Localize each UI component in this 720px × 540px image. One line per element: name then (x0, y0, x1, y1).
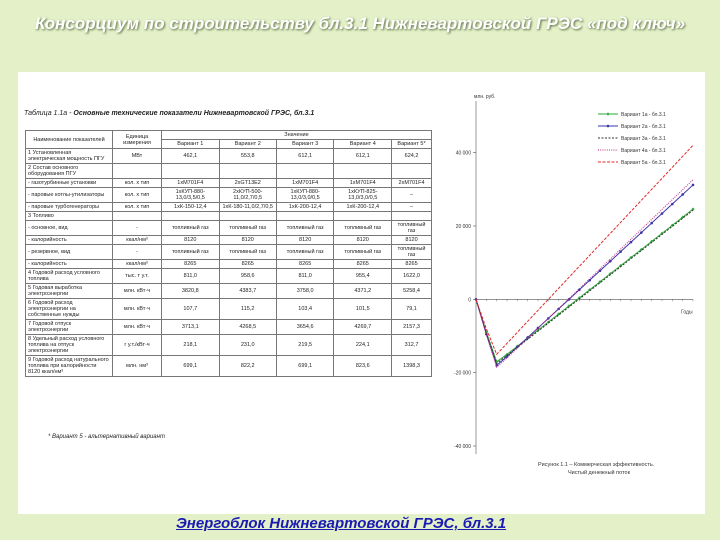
row-value: топливный газ (334, 221, 392, 236)
row-value (276, 164, 334, 179)
row-name: 3 Топливо (26, 212, 113, 221)
row-value: топливный газ (162, 245, 220, 260)
data-point (661, 212, 664, 215)
row-unit: - (113, 221, 162, 236)
variant-header: Вариант 1 (162, 140, 220, 149)
row-value: 1хКУП-825-13,0/3,0/0,5 (334, 188, 392, 203)
variant-header: Вариант 4 (334, 140, 392, 149)
row-value: топливный газ (392, 221, 432, 236)
row-value: 4269,7 (334, 320, 392, 335)
row-value (219, 164, 276, 179)
row-value: 823,6 (334, 356, 392, 377)
row-unit: тыс. т у.т. (113, 269, 162, 284)
row-value: 2хM701F4 (392, 179, 432, 188)
specs-table (25, 130, 432, 377)
data-point (681, 193, 684, 196)
row-value: 1хM701F4 (334, 179, 392, 188)
row-value: 218,1 (162, 335, 220, 356)
row-name: 2 Состав основного оборудования ПГУ (26, 164, 113, 179)
table-row (26, 335, 432, 356)
row-name: - паровые турбогенераторы (26, 203, 113, 212)
row-unit: кол. х тип (113, 203, 162, 212)
row-value: 8265 (276, 260, 334, 269)
row-name: - газотурбинные установки (26, 179, 113, 188)
row-name: 4 Годовой расход условного топлива (26, 269, 113, 284)
row-value (162, 164, 220, 179)
row-value: 3758,0 (276, 284, 334, 299)
row-value: 5258,4 (392, 284, 432, 299)
row-value: 4268,5 (219, 320, 276, 335)
y-tick-label: -40 000 (454, 444, 471, 450)
figure-caption-sub: Чистый денежный поток (568, 470, 630, 476)
row-value: 3820,8 (162, 284, 220, 299)
row-unit: млн. кВт·ч (113, 284, 162, 299)
slide-title: Консорциум по строительству бл.3.1 Нижневартовской ГРЭС «под ключ» (34, 14, 686, 33)
row-value: 462,1 (162, 149, 220, 164)
table-row (26, 236, 432, 245)
row-value: 1хM701F4 (162, 179, 220, 188)
col-name-header: Наименование показателей (26, 131, 113, 149)
table-row (26, 299, 432, 320)
row-value: 1398,3 (392, 356, 432, 377)
data-point (630, 241, 633, 244)
table-footnote: * Вариант 5 - альтернативный вариант (48, 434, 165, 440)
variant-header: Вариант 3 (276, 140, 334, 149)
row-value: топливный газ (276, 221, 334, 236)
row-value: 624,2 (392, 149, 432, 164)
row-unit: кол. х тип (113, 179, 162, 188)
row-value: 79,1 (392, 299, 432, 320)
row-value: 4383,7 (219, 284, 276, 299)
table-row (26, 284, 432, 299)
series-line (476, 210, 693, 363)
table-row (26, 179, 432, 188)
variant-header: Вариант 5* (392, 140, 432, 149)
row-unit: ккал/нм³ (113, 260, 162, 269)
table-row (26, 269, 432, 284)
row-name: 9 Годовой расход натурального топлива при калорийности 8120 ккал/нм³ (26, 356, 113, 377)
y-axis-label: млн. руб. (474, 94, 496, 100)
row-value: 1хК-200-12,4 (334, 203, 392, 212)
row-unit: млн. кВт·ч (113, 299, 162, 320)
row-value: 312,7 (392, 335, 432, 356)
legend-marker (606, 112, 609, 115)
data-point (599, 269, 602, 272)
row-value: 8265 (219, 260, 276, 269)
row-value (162, 212, 220, 221)
row-value: 2хGT13E2 (219, 179, 276, 188)
row-name: - основное, вид (26, 221, 113, 236)
legend-label: Вариант 2а - бл.3.1 (621, 124, 666, 130)
row-name: 5 Годовая выработка электроэнергии (26, 284, 113, 299)
row-unit (113, 164, 162, 179)
row-value: 224,1 (334, 335, 392, 356)
table-row (26, 164, 432, 179)
series-line (476, 180, 693, 367)
data-point (671, 203, 674, 206)
row-value: 1хК-150-12,4 (162, 203, 220, 212)
legend-label: Вариант 5а - бл.3.1 (621, 160, 666, 166)
row-value: топливный газ (392, 245, 432, 260)
row-value (219, 212, 276, 221)
row-value: 822,2 (219, 356, 276, 377)
table-row (26, 260, 432, 269)
table-row (26, 203, 432, 212)
row-value: 8265 (392, 260, 432, 269)
data-point (650, 222, 653, 225)
row-value: 553,8 (219, 149, 276, 164)
data-point (619, 250, 622, 253)
row-value (392, 212, 432, 221)
y-tick-label: 0 (468, 297, 471, 304)
data-point (692, 184, 695, 187)
row-value (392, 164, 432, 179)
row-name: - калорийность (26, 260, 113, 269)
row-value: – (392, 188, 432, 203)
table-row (26, 221, 432, 236)
row-value: 231,0 (219, 335, 276, 356)
table-row (26, 188, 432, 203)
row-value: топливный газ (334, 245, 392, 260)
table-row (26, 149, 432, 164)
y-tick-label: 20 000 (455, 224, 471, 230)
row-value: топливный газ (276, 245, 334, 260)
row-value: 3713,1 (162, 320, 220, 335)
row-value: топливный газ (219, 221, 276, 236)
row-value: 1622,0 (392, 269, 432, 284)
legend-marker (607, 125, 610, 128)
row-unit: - (113, 245, 162, 260)
row-value (276, 212, 334, 221)
row-value: 699,1 (162, 356, 220, 377)
row-value: 107,7 (162, 299, 220, 320)
row-value: 811,0 (162, 269, 220, 284)
row-name: 8 Удельный расход условного топлива на отпуск электроэнергии (26, 335, 113, 356)
row-value: 115,2 (219, 299, 276, 320)
row-value: 103,4 (276, 299, 334, 320)
row-value: 101,5 (334, 299, 392, 320)
row-value: 8120 (162, 236, 220, 245)
row-unit (113, 212, 162, 221)
row-unit: млн. нм³ (113, 356, 162, 377)
row-value: 4371,2 (334, 284, 392, 299)
legend-label: Вариант 4а - бл.3.1 (621, 148, 666, 154)
row-value: 2хКУП-500-11,0/2,7/0,5 (219, 188, 276, 203)
row-value (334, 212, 392, 221)
table-row (26, 320, 432, 335)
table-row (26, 356, 432, 377)
row-value: 8265 (334, 260, 392, 269)
legend-label: Вариант 1а - бл.3.1 (621, 112, 666, 118)
row-value: 699,1 (276, 356, 334, 377)
row-value: 612,1 (276, 149, 334, 164)
row-value: 8120 (219, 236, 276, 245)
row-unit: ккал/нм³ (113, 236, 162, 245)
row-unit: МВт (113, 149, 162, 164)
series-line (476, 185, 693, 365)
y-tick-label: 40 000 (455, 150, 471, 157)
table-title: Таблица 1.1а - Основные технические показатели Нижневартовской ГРЭС, бл.3.1 (24, 110, 315, 117)
row-value: 1хКУП-880-13,0/3,5/0,5 (162, 188, 220, 203)
row-value: 8265 (162, 260, 220, 269)
x-axis-label: Годы (681, 309, 693, 316)
row-value: 811,0 (276, 269, 334, 284)
row-value: 958,6 (219, 269, 276, 284)
row-name: - паровые котлы-утилизаторы (26, 188, 113, 203)
row-value: 219,5 (276, 335, 334, 356)
table-row (26, 212, 432, 221)
row-name: - калорийность (26, 236, 113, 245)
row-value: 612,1 (334, 149, 392, 164)
row-value: 8120 (334, 236, 392, 245)
row-value: топливный газ (162, 221, 220, 236)
row-value: 1хM701F4 (276, 179, 334, 188)
row-value: 8120 (276, 236, 334, 245)
row-value: 1хК-180-11,0/2,7/0,5 (219, 203, 276, 212)
col-value-header: Значение (162, 131, 432, 140)
row-unit: г у.т./кВт·ч (113, 335, 162, 356)
row-value (334, 164, 392, 179)
row-value: 1хКУП-880-13,0/3,0/0,5 (276, 188, 334, 203)
row-name: - резервное, вид (26, 245, 113, 260)
row-value: 2157,3 (392, 320, 432, 335)
document-page (18, 72, 705, 514)
legend-label: Вариант 3а - бл.3.1 (621, 136, 666, 142)
variant-header: Вариант 2 (219, 140, 276, 149)
row-value: топливный газ (219, 245, 276, 260)
row-value: 1хК-200-12,4 (276, 203, 334, 212)
row-name: 6 Годовой расход электроэнергии на собственные нужды (26, 299, 113, 320)
row-unit: млн. кВт·ч (113, 320, 162, 335)
row-value: 955,4 (334, 269, 392, 284)
row-value: 3654,6 (276, 320, 334, 335)
y-tick-label: -20 000 (454, 370, 471, 377)
row-name: 7 Годовой отпуск электроэнергии (26, 320, 113, 335)
figure-caption: Рисунок 1.1 – Коммерческая эффективность. (538, 462, 655, 468)
cash-flow-chart (438, 86, 700, 486)
data-point (640, 231, 643, 234)
series-line (476, 145, 693, 354)
row-value: 8120 (392, 236, 432, 245)
col-unit-header: Единица измерения (113, 131, 162, 149)
table-row (26, 245, 432, 260)
row-value: – (392, 203, 432, 212)
row-name: 1 Установленная электрическая мощность ПГУ (26, 149, 113, 164)
data-point (609, 260, 612, 263)
bottom-caption[interactable]: Энергоблок Нижневартовской ГРЭС, бл.3.1 (176, 515, 507, 532)
row-unit: кол. х тип (113, 188, 162, 203)
